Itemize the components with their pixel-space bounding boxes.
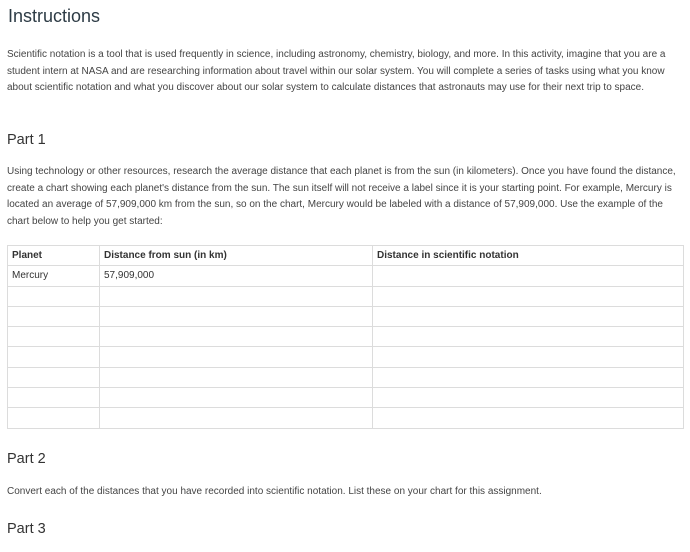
table-row bbox=[8, 367, 684, 387]
cell-planet bbox=[8, 388, 100, 408]
cell-planet bbox=[8, 347, 100, 367]
cell-distance-km bbox=[100, 408, 373, 428]
table-row bbox=[8, 388, 684, 408]
planet-distance-table bbox=[7, 245, 684, 429]
part1-heading: Part 1 bbox=[7, 132, 46, 148]
table-header-row bbox=[8, 246, 684, 266]
cell-distance-km bbox=[100, 306, 373, 326]
table-row bbox=[8, 306, 684, 326]
cell-distance-km bbox=[100, 347, 373, 367]
table-row bbox=[8, 286, 684, 306]
cell-distance-km bbox=[100, 367, 373, 387]
header-distance-km: Distance from sun (in km) bbox=[100, 246, 373, 266]
part2-paragraph: Convert each of the distances that you have recorded into scientific notation. List these on your chart for this assignment. bbox=[7, 486, 542, 497]
cell-planet bbox=[8, 327, 100, 347]
cell-planet bbox=[8, 367, 100, 387]
cell-scientific-notation bbox=[373, 286, 684, 306]
part1-paragraph: Using technology or other resources, research the average distance that each planet is from the sun (in kilometers). Once you have found the distance, create a chart showing each planet's distance from the sun. The sun itself will not receive a label since it is your starting point. For example, Mercury is located an average of 57,909,000 km from the sun, so on the chart, Mercury would be labeled with a distance of 57,909,000. Use the example of the chart below to help you get started: bbox=[7, 166, 676, 227]
cell-distance-km bbox=[100, 286, 373, 306]
header-planet: Planet bbox=[8, 246, 100, 266]
table-row bbox=[8, 347, 684, 367]
cell-scientific-notation bbox=[373, 347, 684, 367]
cell-distance-km bbox=[100, 327, 373, 347]
cell-scientific-notation bbox=[373, 388, 684, 408]
cell-distance-km bbox=[100, 388, 373, 408]
part2-heading: Part 2 bbox=[7, 451, 46, 467]
table-row bbox=[8, 266, 684, 286]
cell-scientific-notation bbox=[373, 306, 684, 326]
cell-planet bbox=[8, 286, 100, 306]
header-scientific-notation: Distance in scientific notation bbox=[373, 246, 684, 266]
cell-distance-km: 57,909,000 bbox=[100, 266, 373, 286]
cell-planet bbox=[8, 306, 100, 326]
cell-planet: Mercury bbox=[8, 266, 100, 286]
cell-scientific-notation bbox=[373, 367, 684, 387]
part3-heading: Part 3 bbox=[7, 521, 46, 537]
cell-scientific-notation bbox=[373, 266, 684, 286]
cell-planet bbox=[8, 408, 100, 428]
cell-scientific-notation bbox=[373, 327, 684, 347]
intro-paragraph: Scientific notation is a tool that is used frequently in science, including astronomy, chemistry, biology, and more. In this activity, imagine that you are a student intern at NASA and are researching information about travel within our solar system. You will complete a series of tasks using what you know about scientific notation and what you discover about our solar system to calculate distances that astronauts may use for their next trip to space. bbox=[7, 49, 666, 93]
table-row bbox=[8, 327, 684, 347]
page-title: Instructions bbox=[8, 6, 101, 26]
cell-scientific-notation bbox=[373, 408, 684, 428]
table-row bbox=[8, 408, 684, 428]
